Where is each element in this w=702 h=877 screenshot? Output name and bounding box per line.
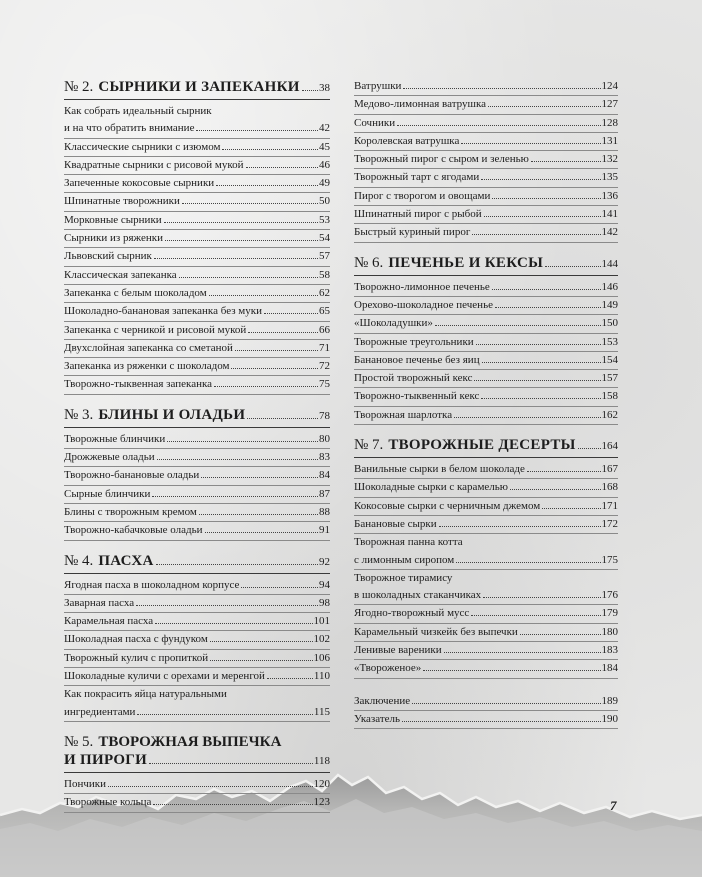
entry-page: 57	[319, 250, 330, 263]
toc-entry[interactable]	[64, 449, 330, 467]
entry-title: Простой творожный кекс	[354, 372, 473, 385]
dot-leader	[474, 380, 600, 381]
entry-title: Заварная пасха	[64, 596, 135, 609]
section-title: ПАСХА	[98, 552, 154, 569]
dot-leader	[152, 496, 318, 497]
entry-page: 53	[319, 213, 330, 226]
entry-page: 102	[313, 633, 330, 646]
toc-entry[interactable]	[64, 595, 330, 613]
entry-page: 141	[601, 208, 618, 221]
toc-entry[interactable]	[64, 522, 330, 540]
entry-title: Сырные блинчики	[64, 487, 151, 500]
dot-leader	[492, 289, 601, 290]
toc-entry[interactable]	[354, 388, 618, 406]
entry-title: с лимонным сиропом	[354, 553, 455, 566]
toc-entry[interactable]	[354, 352, 618, 370]
toc-entry[interactable]	[354, 605, 618, 623]
dot-leader	[153, 804, 312, 805]
entry-title: Заключение	[354, 694, 411, 707]
entry-title: Как покрасить яйца натуральными	[64, 688, 227, 701]
entry-title: Квадратные сырники с рисовой мукой	[64, 158, 244, 171]
entry-page: 158	[601, 390, 618, 403]
entry-title: Творожные треугольники	[354, 335, 474, 348]
toc-entry[interactable]	[354, 96, 618, 114]
entry-title: Кокосовые сырки с черничным джемом	[354, 499, 541, 512]
entry-title: Творожный тарт с ягодами	[354, 171, 480, 184]
entry-title: в шоколадных стаканчиках	[354, 589, 482, 602]
toc-entry[interactable]	[64, 157, 330, 175]
toc-entry[interactable]	[64, 376, 330, 394]
entry-title: Творожно-тыквенная запеканка	[64, 378, 213, 391]
toc-entry[interactable]	[354, 570, 618, 587]
section-page: 118	[313, 754, 330, 767]
toc-entry[interactable]	[354, 224, 618, 242]
dot-leader	[444, 652, 601, 653]
dot-leader	[210, 641, 313, 642]
dot-leader	[481, 398, 600, 399]
entry-title: Пончики	[64, 777, 106, 790]
entry-page: 66	[319, 323, 330, 336]
dot-leader	[484, 216, 601, 217]
toc-entry[interactable]	[64, 504, 330, 522]
entry-page: 65	[319, 305, 330, 318]
entry-page: 176	[601, 589, 618, 602]
toc-entry[interactable]	[354, 151, 618, 169]
entry-title: Королевская ватрушка	[354, 134, 460, 147]
section-number: № 4.	[64, 552, 94, 569]
entry-title: Ягодная пасха в шоколадном корпусе	[64, 578, 240, 591]
entry-page: 183	[601, 644, 618, 657]
dot-leader	[154, 258, 318, 259]
entry-title: Быстрый куриный пирог	[354, 226, 471, 239]
dot-leader	[472, 234, 600, 235]
dot-leader	[461, 143, 600, 144]
entry-title: Банановые сырки	[354, 517, 437, 530]
entry-page: 110	[313, 670, 330, 683]
toc-entry[interactable]	[64, 139, 330, 157]
dot-leader	[108, 786, 313, 787]
toc-entry[interactable]	[64, 303, 330, 321]
entry-page: 171	[601, 499, 618, 512]
entry-title: Творожно-лимонное печенье	[354, 280, 490, 293]
entry-page: 132	[601, 153, 618, 166]
entry-page: 142	[601, 226, 618, 239]
entry-title: Классическая запеканка	[64, 268, 177, 281]
dot-leader	[397, 125, 600, 126]
dot-leader	[412, 703, 600, 704]
dot-leader	[527, 471, 601, 472]
toc-entry[interactable]	[64, 358, 330, 376]
dot-leader	[216, 185, 318, 186]
toc-entry[interactable]	[64, 175, 330, 193]
entry-title: Творожный кулич с пропиткой	[64, 651, 209, 664]
toc-section-3	[64, 406, 330, 541]
toc-entry[interactable]	[64, 248, 330, 266]
section-title: ТВОРОЖНЫЕ ДЕСЕРТЫ	[388, 437, 576, 454]
toc-right-column	[354, 78, 618, 729]
toc-entry[interactable]	[354, 479, 618, 497]
section-heading[interactable]	[64, 406, 330, 428]
dot-leader	[235, 350, 318, 351]
entry-title: Сочники	[354, 116, 396, 129]
toc-entry[interactable]	[354, 534, 618, 551]
dot-leader	[155, 623, 312, 624]
toc-entry[interactable]	[64, 668, 330, 686]
toc-section-5	[64, 733, 330, 813]
toc-entry[interactable]	[354, 169, 618, 187]
dot-leader	[578, 448, 601, 449]
dot-leader	[545, 266, 600, 267]
dot-leader	[483, 597, 600, 598]
dot-leader	[520, 634, 601, 635]
toc-entry[interactable]	[64, 340, 330, 358]
section-page: 38	[319, 82, 330, 94]
toc-entry[interactable]	[64, 431, 330, 449]
dot-leader	[182, 203, 318, 204]
entry-page: 101	[313, 615, 330, 628]
entry-page: 189	[601, 694, 618, 707]
dot-leader	[157, 459, 318, 460]
entry-title: Блины с творожным кремом	[64, 505, 197, 518]
toc-entry[interactable]	[64, 285, 330, 303]
entry-title: Ленивые вареники	[354, 644, 442, 657]
entry-page: 179	[601, 607, 618, 620]
entry-page: 127	[601, 98, 618, 111]
entry-page: 54	[319, 232, 330, 245]
section-number: № 6.	[354, 254, 384, 271]
entry-title: Банановое печенье без яиц	[354, 353, 480, 366]
toc-entry[interactable]	[354, 297, 618, 315]
dot-leader	[209, 295, 318, 296]
toc-entry[interactable]	[64, 686, 330, 703]
entry-title: «Шоколадушки»	[354, 317, 433, 330]
dot-leader	[454, 417, 600, 418]
dot-leader	[201, 477, 318, 478]
section-heading[interactable]	[354, 436, 618, 458]
dot-leader	[164, 222, 318, 223]
entry-title: Карамельный чизкейк без выпечки	[354, 625, 518, 638]
dot-leader	[476, 344, 601, 345]
dot-leader	[167, 441, 318, 442]
toc-entry[interactable]	[354, 315, 618, 333]
entry-title: ингредиентами	[64, 705, 136, 718]
toc-section-4	[64, 552, 330, 722]
entry-title: Классические сырники с изюмом	[64, 140, 221, 153]
dot-leader	[542, 508, 600, 509]
entry-page: 50	[319, 195, 330, 208]
section-heading[interactable]	[354, 254, 618, 276]
entry-page: 106	[313, 651, 330, 664]
entry-title: Орехово-шоколадное печенье	[354, 298, 493, 311]
entry-title: Указатель	[354, 712, 401, 725]
dot-leader	[403, 88, 600, 89]
dot-leader	[156, 564, 318, 565]
toc-entry[interactable]	[354, 461, 618, 479]
toc-entry[interactable]	[64, 577, 330, 595]
entry-page: 190	[601, 712, 618, 725]
entry-page: 120	[313, 777, 330, 790]
dot-leader	[423, 670, 600, 671]
entry-page: 75	[319, 378, 330, 391]
entry-page: 157	[601, 372, 618, 385]
dot-leader	[136, 605, 318, 606]
dot-leader	[471, 615, 600, 616]
entry-title: Запеканка с черникой и рисовой мукой	[64, 323, 247, 336]
entry-title: Львовский сырник	[64, 250, 152, 263]
entry-title: Творожная панна котта	[354, 536, 463, 549]
dot-leader	[456, 562, 600, 563]
entry-title: Дрожжевые оладьи	[64, 451, 155, 464]
entry-title: Ягодно-творожный мусс	[354, 607, 470, 620]
toc-entry-conclusion[interactable]	[354, 693, 618, 711]
dot-leader	[481, 179, 600, 180]
section-page: 78	[319, 409, 330, 422]
dot-leader	[247, 418, 318, 419]
toc-entry[interactable]	[64, 613, 330, 631]
dot-leader	[196, 130, 318, 131]
toc-entry[interactable]	[64, 120, 330, 138]
toc-entry[interactable]	[64, 103, 330, 120]
dot-leader	[439, 526, 601, 527]
dot-leader	[267, 678, 313, 679]
toc-entry[interactable]	[64, 212, 330, 230]
section-heading[interactable]	[64, 78, 330, 100]
dot-leader	[302, 90, 318, 91]
toc-entry[interactable]	[354, 624, 618, 642]
toc-entry[interactable]	[354, 334, 618, 352]
toc-section-6	[354, 254, 618, 425]
entry-page: 154	[601, 353, 618, 366]
entry-page: 123	[313, 796, 330, 809]
dot-leader	[149, 763, 313, 764]
entry-page: 94	[319, 578, 330, 591]
section-number: № 2.	[64, 79, 94, 95]
toc-entry[interactable]	[354, 660, 618, 678]
entry-title: Медово-лимонная ватрушка	[354, 98, 487, 111]
entry-page: 149	[601, 298, 618, 311]
entry-title: Как собрать идеальный сырник	[64, 105, 212, 117]
toc-entry[interactable]	[64, 193, 330, 211]
entry-page: 131	[601, 134, 618, 147]
toc-entry[interactable]	[354, 133, 618, 151]
entry-title: Ванильные сырки в белом шоколаде	[354, 463, 525, 476]
toc-section-5-continued	[354, 78, 618, 243]
entry-page: 84	[319, 469, 330, 482]
entry-page: 98	[319, 596, 330, 609]
entry-title: Запеченные кокосовые сырники	[64, 177, 215, 190]
entry-title: Морковные сырники	[64, 213, 162, 226]
section-title: И ПИРОГИ	[64, 751, 148, 768]
toc-entry[interactable]	[64, 650, 330, 668]
section-number: № 3.	[64, 406, 94, 423]
dot-leader	[264, 313, 318, 314]
section-number: № 7.	[354, 437, 384, 454]
toc-entry[interactable]	[354, 552, 618, 570]
section-heading[interactable]	[64, 552, 330, 574]
section-page: 144	[601, 257, 618, 270]
entry-title: Шпинатные творожники	[64, 195, 180, 208]
toc-section-7	[354, 436, 618, 679]
entry-page: 49	[319, 177, 330, 190]
toc-entry[interactable]	[354, 188, 618, 206]
dot-leader	[248, 332, 318, 333]
entry-page: 71	[319, 341, 330, 354]
dot-leader	[246, 167, 319, 168]
dot-leader	[510, 489, 600, 490]
entry-title: Творожно-кабачковые оладьи	[64, 524, 203, 537]
entry-page: 150	[601, 317, 618, 330]
toc-entry[interactable]	[354, 516, 618, 534]
dot-leader	[492, 198, 600, 199]
entry-page: 135	[601, 171, 618, 184]
toc-section-2	[64, 78, 330, 395]
toc-entry[interactable]	[354, 206, 618, 224]
entry-page: 136	[601, 189, 618, 202]
dot-leader	[165, 240, 318, 241]
dot-leader	[482, 362, 601, 363]
section-title: БЛИНЫ И ОЛАДЬИ	[98, 406, 246, 423]
toc-entry[interactable]	[64, 704, 330, 722]
entry-title: и на что обратить внимание	[64, 122, 195, 135]
entry-page: 180	[601, 625, 618, 638]
toc-entry[interactable]	[64, 794, 330, 812]
toc-entry[interactable]	[64, 486, 330, 504]
entry-title: Творожно-тыквенный кекс	[354, 390, 480, 403]
entry-title: Творожный пирог с сыром и зеленью	[354, 153, 529, 166]
dot-leader	[199, 514, 318, 515]
section-title: СЫРНИКИ И ЗАПЕКАНКИ	[98, 79, 300, 95]
toc-entry[interactable]	[64, 267, 330, 285]
dot-leader	[402, 721, 600, 722]
entry-page: 45	[319, 140, 330, 153]
entry-title: Творожные блинчики	[64, 432, 166, 445]
dot-leader	[137, 714, 312, 715]
entry-page: 115	[313, 705, 330, 718]
toc-entry[interactable]	[354, 370, 618, 388]
dot-leader	[179, 277, 318, 278]
entry-page: 162	[601, 408, 618, 421]
entry-title: Двухслойная запеканка со сметаной	[64, 341, 233, 354]
section-heading[interactable]	[64, 751, 330, 773]
toc-entry[interactable]	[354, 587, 618, 605]
page-number: 7	[610, 798, 617, 813]
entry-page: 58	[319, 268, 330, 281]
entry-page: 72	[319, 360, 330, 373]
section-title: ПЕЧЕНЬЕ И КЕКСЫ	[388, 254, 544, 271]
entry-title: «Твороженое»	[354, 662, 422, 675]
toc-entry[interactable]	[64, 776, 330, 794]
dot-leader	[214, 386, 318, 387]
toc-entry[interactable]	[64, 322, 330, 340]
toc-entry[interactable]	[64, 631, 330, 649]
entry-title: Творожные кольца	[64, 796, 152, 809]
entry-title: Пирог с творогом и овощами	[354, 189, 491, 202]
entry-title: Шоколадные куличи с орехами и меренгой	[64, 670, 265, 683]
toc-entry[interactable]	[354, 279, 618, 297]
entry-title: Творожно-банановые оладьи	[64, 469, 200, 482]
toc-entry[interactable]	[354, 115, 618, 133]
entry-title: Творожное тирамису	[354, 571, 453, 584]
entry-title: Запеканка из ряженки с шоколадом	[64, 360, 230, 373]
entry-page: 128	[601, 116, 618, 129]
section-title-line1: ТВОРОЖНАЯ ВЫПЕЧКА	[98, 733, 282, 750]
dot-leader	[531, 161, 601, 162]
dot-leader	[241, 587, 318, 588]
dot-leader	[222, 149, 318, 150]
toc-entry-index[interactable]	[354, 711, 618, 729]
toc-entry[interactable]	[64, 467, 330, 485]
toc-entry[interactable]	[64, 230, 330, 248]
entry-page: 153	[601, 335, 618, 348]
dot-leader	[488, 106, 600, 107]
entry-title: Ватрушки	[354, 80, 402, 92]
entry-page: 88	[319, 505, 330, 518]
entry-page: 168	[601, 481, 618, 494]
toc-entry[interactable]	[354, 407, 618, 425]
entry-title: Шоколадно-банановая запеканка без муки	[64, 305, 262, 318]
entry-page: 80	[319, 432, 330, 445]
toc-appendix	[354, 693, 618, 730]
entry-page: 146	[601, 280, 618, 293]
section-heading-line1	[64, 733, 330, 751]
entry-title: Сырники из ряженки	[64, 232, 163, 245]
entry-title: Запеканка с белым шоколадом	[64, 286, 207, 299]
toc-entry[interactable]	[354, 498, 618, 516]
section-number: № 5.	[64, 733, 94, 750]
entry-page: 42	[319, 122, 330, 135]
entry-page: 167	[601, 463, 618, 476]
entry-page: 83	[319, 451, 330, 464]
entry-page: 184	[601, 662, 618, 675]
dot-leader	[210, 660, 312, 661]
entry-page: 62	[319, 286, 330, 299]
dot-leader	[231, 368, 318, 369]
dot-leader	[435, 325, 601, 326]
section-page: 92	[319, 555, 330, 568]
dot-leader	[495, 307, 601, 308]
toc-entry[interactable]	[354, 642, 618, 660]
section-page: 164	[601, 440, 618, 453]
entry-title: Шоколадные сырки с карамелью	[354, 481, 509, 494]
entry-title: Шоколадная пасха с фундуком	[64, 633, 208, 646]
entry-page: 124	[601, 80, 618, 92]
entry-page: 175	[601, 553, 618, 566]
entry-page: 172	[601, 517, 618, 530]
dot-leader	[205, 532, 318, 533]
entry-title: Карамельная пасха	[64, 615, 154, 628]
entry-page: 87	[319, 487, 330, 500]
toc-entry[interactable]	[354, 78, 618, 96]
toc-left-column	[64, 78, 330, 813]
entry-page: 46	[319, 158, 330, 171]
entry-title: Шпинатный пирог с рыбой	[354, 208, 482, 221]
entry-title: Творожная шарлотка	[354, 408, 453, 421]
entry-page: 91	[319, 524, 330, 537]
